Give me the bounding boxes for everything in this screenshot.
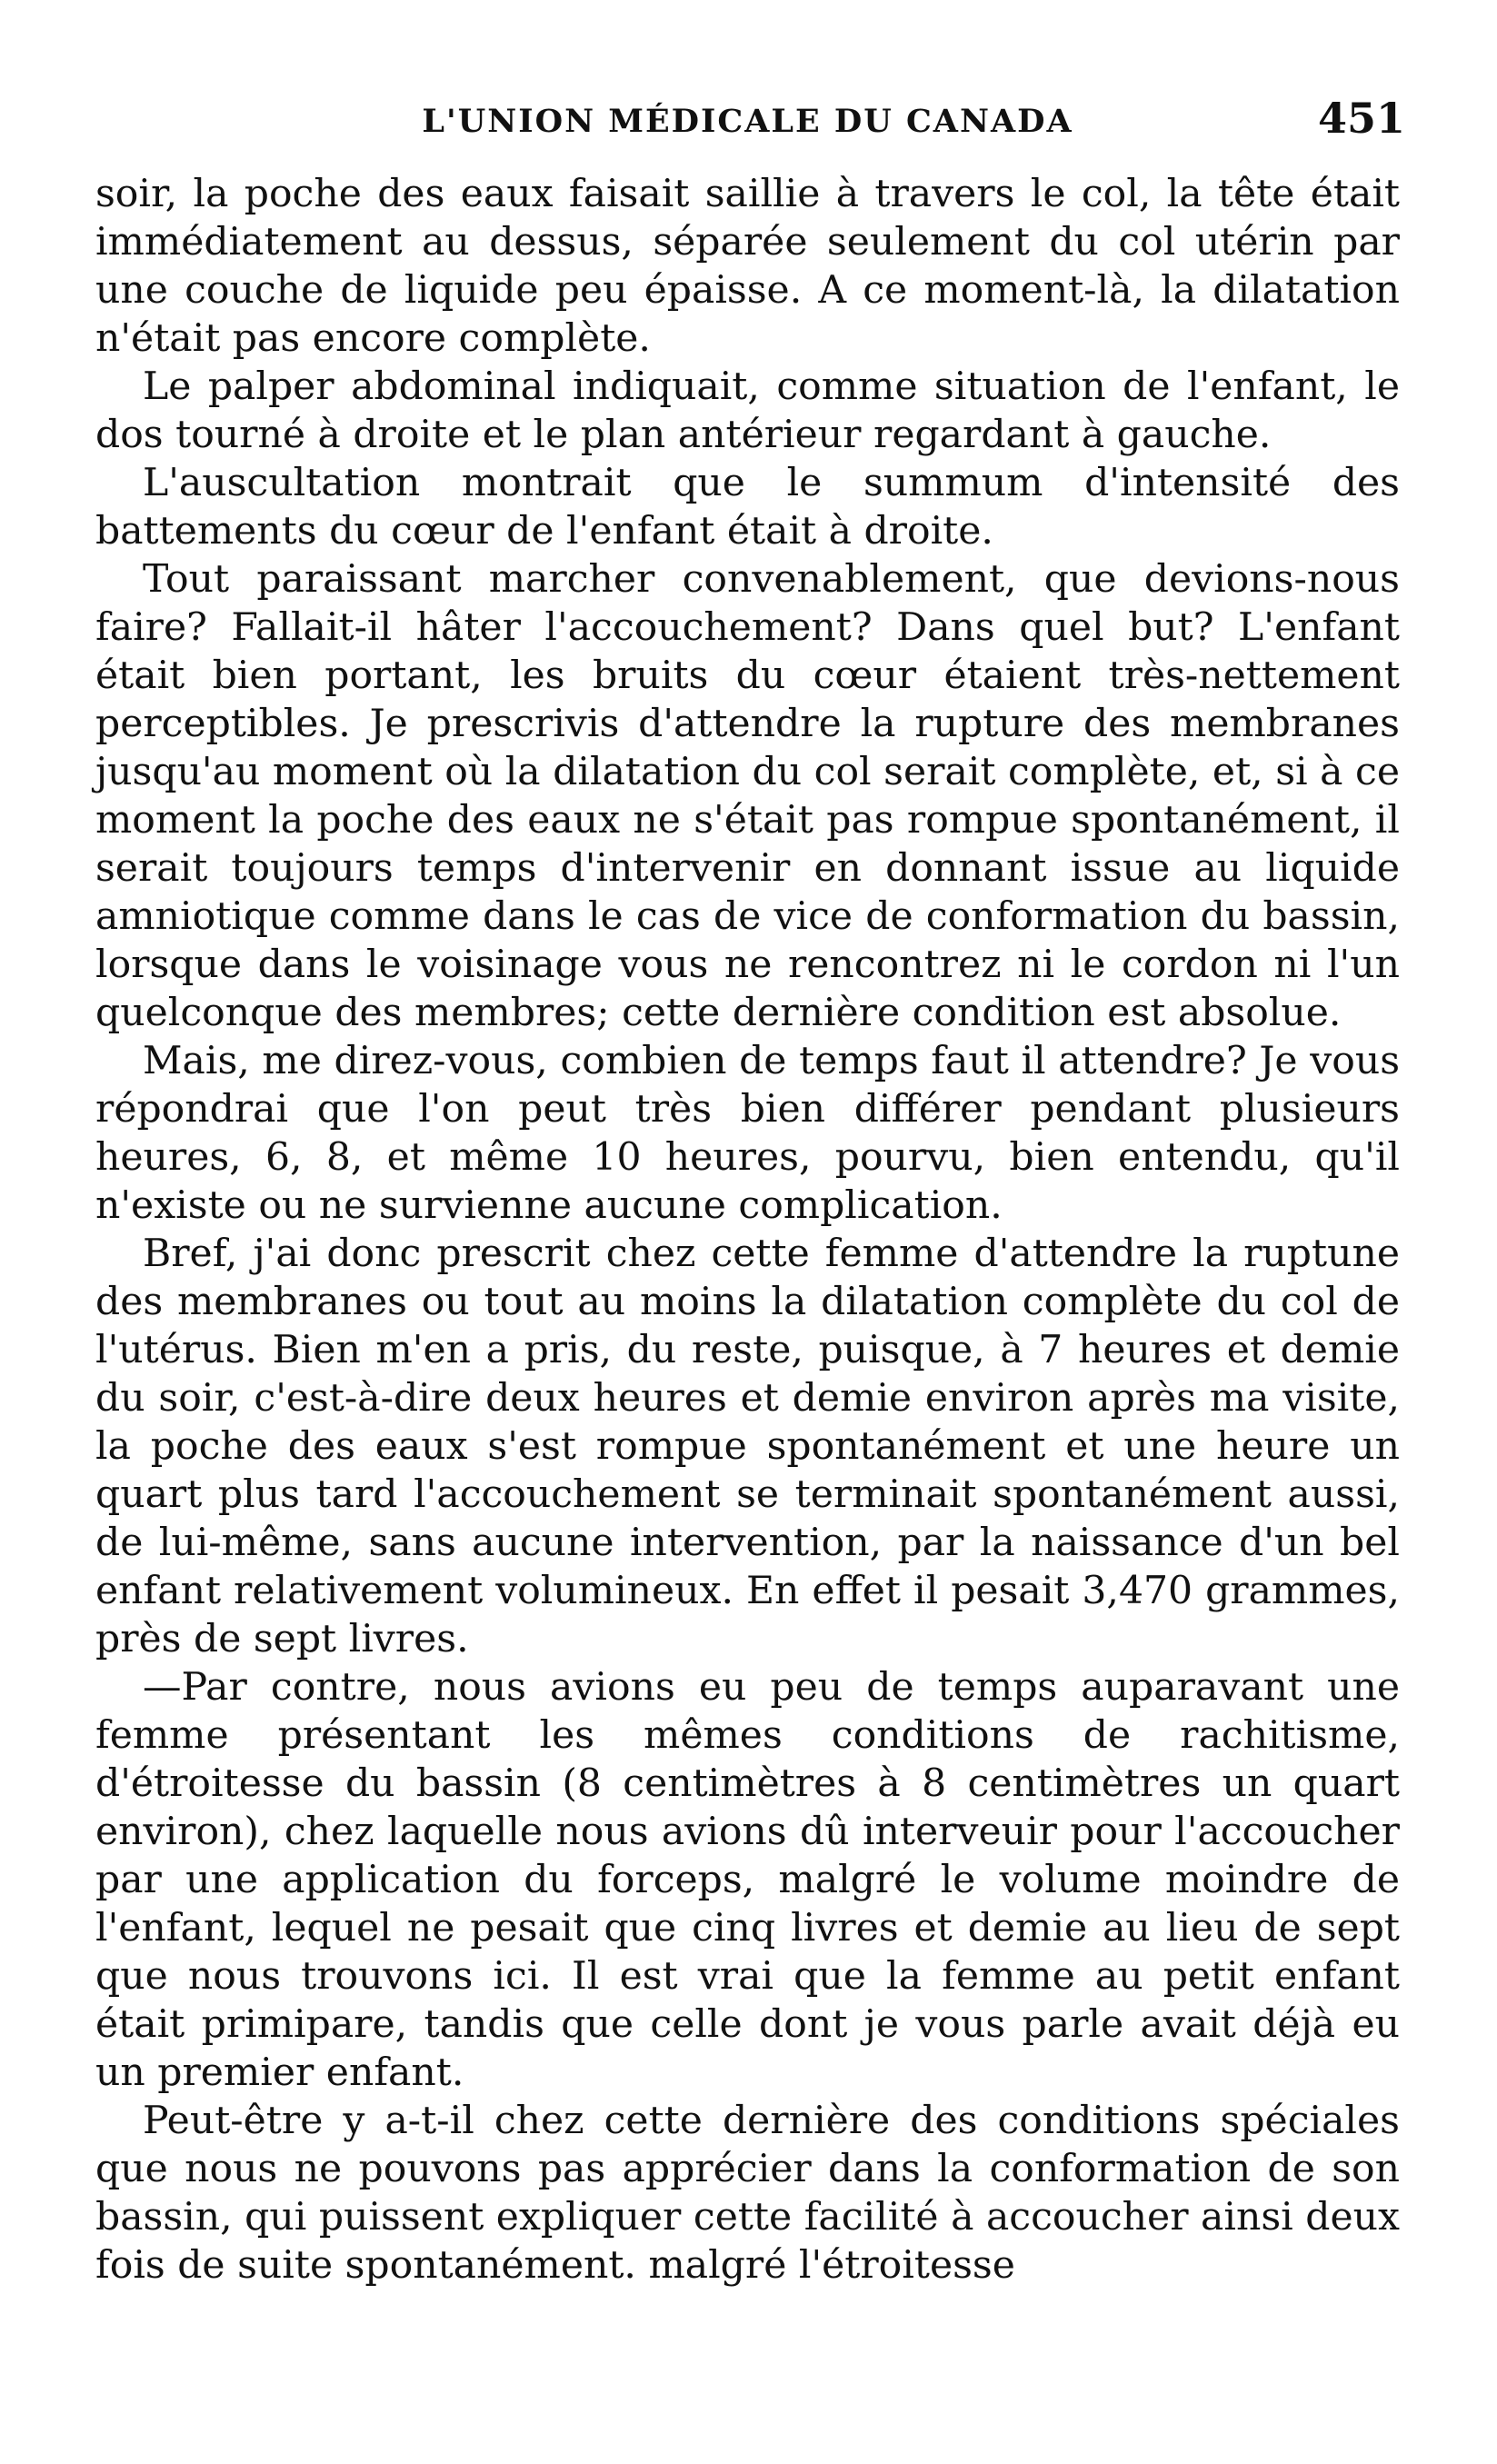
- paragraph: soir, la poche des eaux faisait saillie à travers le col, la tête était immédiatement au dessus, séparée seulement du col utérin par une couche de liquide peu épaisse. A ce moment-là, la dilatation n'était pas encore complète.: [95, 172, 1400, 361]
- page-number: 451: [1317, 94, 1405, 143]
- paragraph: Tout paraissant marcher convenablement, que devions-nous faire? Fallait-il hâter l'accouchement? Dans quel but? L'enfant était bien portant, les bruits du cœur étaient très-nettement perceptibles. Je prescrivis d'attendre la rupture des membranes jusqu'au moment où la dilatation du col serait complète, et, si à ce moment la poche des eaux ne s'était pas rompue spontanément, il serait toujours temps d'intervenir en donnant issue au liquide amniotique comme dans le cas de vice de conformation du bassin, lorsque dans le voisinage vous ne rencontrez ni le cordon ni l'un quelconque des membres; cette dernière condition est absolue.: [95, 557, 1400, 1035]
- paragraph: L'auscultation montrait que le summum d'intensité des battements du cœur de l'enfant était à droite.: [95, 461, 1400, 554]
- body-text: [95, 170, 1400, 2289]
- paragraph: Bref, j'ai donc prescrit chez cette femme d'attendre la ruptune des membranes ou tout au moins la dilatation complète du col de l'utérus. Bien m'en a pris, du reste, puisque, à 7 heures et demie du soir, c'est-à-dire deux heures et demie environ après ma visite, la poche des eaux s'est rompue spontanément et une heure un quart plus tard l'accouchement se terminait spontanément aussi, de lui-même, sans aucune intervention, par la naissance d'un bel enfant relativement volumineux. En effet il pesait 3,470 grammes, près de sept livres.: [95, 1232, 1400, 1661]
- paragraph: Le palper abdominal indiquait, comme situation de l'enfant, le dos tourné à droite et le plan antérieur regardant à gauche.: [95, 364, 1400, 457]
- page-header: [95, 86, 1405, 159]
- paragraph: Peut-être y a-t-il chez cette dernière des conditions spéciales que nous ne pouvons pas apprécier dans la conformation de son bassin, qui puissent expliquer cette facilité à accoucher ainsi deux fois de suite spontanément. malgré l'étroitesse: [95, 2099, 1400, 2288]
- paragraph: —Par contre, nous avions eu peu de temps auparavant une femme présentant les mêmes conditions de rachitisme, d'étroitesse du bassin (8 centimètres à 8 centimètres un quart environ), chez laquelle nous avions dû interveuir pour l'accoucher par une application du forceps, malgré le volume moindre de l'enfant, lequel ne pesait que cinq livres et demie au lieu de sept que nous trouvons ici. Il est vrai que la femme au petit enfant était primipare, tandis que celle dont je vous parle avait déjà eu un premier enfant.: [95, 1665, 1400, 2095]
- paragraph: Mais, me direz-vous, combien de temps faut il attendre? Je vous répondrai que l'on peut très bien différer pendant plusieurs heures, 6, 8, et même 10 heures, pourvu, bien entendu, qu'il n'existe ou ne survienne aucune complication.: [95, 1039, 1400, 1228]
- running-title: L'UNION MÉDICALE DU CANADA: [422, 103, 1073, 140]
- document-page: [95, 86, 1405, 2289]
